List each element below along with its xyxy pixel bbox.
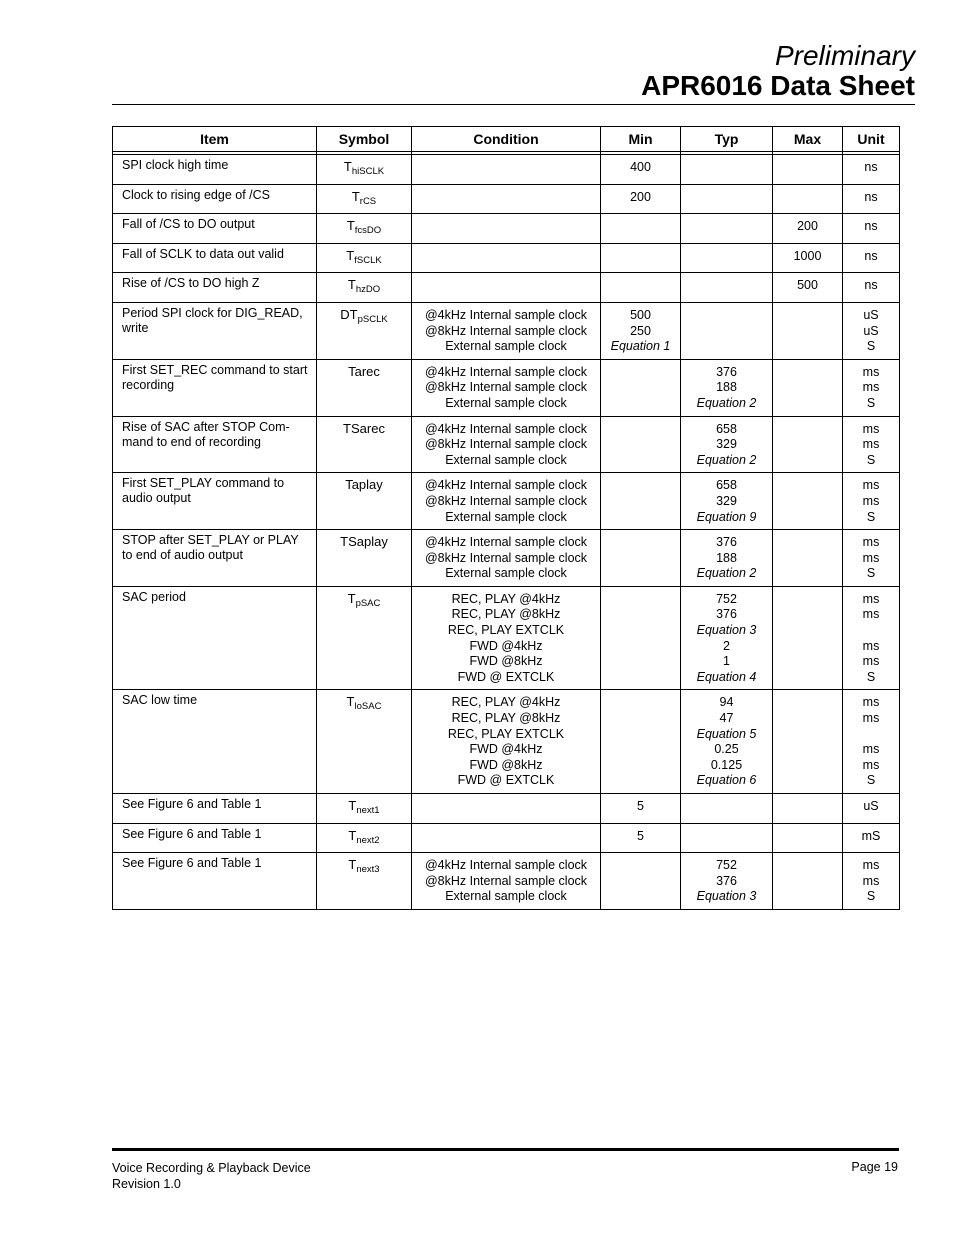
unit-value: [847, 623, 895, 639]
unit-cell: [843, 586, 900, 690]
min-value: Equation 1: [610, 339, 671, 354]
unit-cell: [843, 359, 900, 416]
symbol-cell: [317, 214, 412, 244]
condition-line: @8kHz Internal sample clock: [424, 550, 588, 565]
condition-cell: [412, 184, 601, 214]
max-cell: [773, 359, 843, 416]
max-value: 1000: [793, 248, 822, 263]
unit-value: ms: [862, 654, 880, 669]
typ-value: Equation 5: [696, 726, 757, 741]
min-cell: [601, 302, 681, 359]
typ-value: 188: [716, 380, 737, 395]
symbol-base: T: [343, 159, 352, 174]
item-cell: SPI clock high time: [113, 155, 317, 185]
typ-cell: [681, 530, 773, 587]
table-row: [113, 794, 900, 824]
table-row: [113, 473, 900, 530]
header-unit: Unit: [843, 127, 900, 152]
symbol-subscript: next1: [356, 805, 380, 816]
symbol-cell: [317, 359, 412, 416]
item-cell: First SET_REC command to start recording: [113, 359, 317, 416]
condition-line: @8kHz Internal sample clock: [424, 380, 588, 395]
unit-value: ms: [862, 695, 880, 710]
typ-value: 1: [723, 654, 730, 669]
unit-cell: [843, 214, 900, 244]
table-body: [113, 155, 900, 910]
min-value: 500: [630, 307, 651, 322]
unit-cell: [843, 302, 900, 359]
item-cell: SAC low time: [113, 690, 317, 794]
min-cell: [601, 586, 681, 690]
symbol-base: T: [347, 277, 356, 293]
symbol-cell: [317, 155, 412, 185]
condition-line: External sample clock: [445, 889, 567, 904]
unit-value: ns: [864, 160, 878, 174]
item-cell: Fall of SCLK to data out valid: [113, 243, 317, 273]
item-cell: Period SPI clock for DIG_READ, write: [113, 302, 317, 359]
max-cell: [773, 273, 843, 303]
unit-value: ms: [862, 757, 880, 772]
condition-line: @4kHz Internal sample clock: [424, 478, 588, 493]
typ-cell: [681, 302, 773, 359]
unit-cell: [843, 184, 900, 214]
min-cell: [601, 184, 681, 214]
table-row: [113, 214, 900, 244]
unit-value: ms: [862, 873, 880, 888]
unit-value: ms: [862, 478, 880, 493]
condition-line: @4kHz Internal sample clock: [424, 858, 588, 873]
unit-value: ms: [862, 364, 880, 379]
max-cell: [773, 853, 843, 910]
unit-value: ns: [864, 248, 878, 263]
max-cell: [773, 473, 843, 530]
unit-value: uS: [863, 799, 879, 813]
condition-cell: [412, 214, 601, 244]
max-cell: [773, 243, 843, 273]
unit-cell: [843, 416, 900, 473]
typ-value: Equation 3: [696, 623, 757, 638]
table-row: [113, 586, 900, 690]
symbol-base: T: [347, 590, 356, 606]
unit-cell: [843, 690, 900, 794]
unit-cell: [843, 823, 900, 853]
min-value: 200: [630, 189, 651, 204]
typ-value: 376: [716, 607, 737, 622]
condition-line: REC, PLAY EXTCLK: [447, 623, 565, 638]
typ-value: Equation 2: [696, 566, 757, 581]
unit-value: S: [866, 773, 876, 788]
unit-value: uS: [863, 307, 879, 322]
symbol-cell: [317, 273, 412, 303]
condition-cell: [412, 586, 601, 690]
min-cell: [601, 359, 681, 416]
unit-value: S: [866, 669, 876, 684]
symbol-base: T: [346, 694, 355, 710]
max-cell: [773, 416, 843, 473]
min-cell: [601, 823, 681, 853]
typ-cell: [681, 794, 773, 824]
max-cell: [773, 184, 843, 214]
table-row: [113, 155, 900, 185]
condition-cell: [412, 690, 601, 794]
condition-line: @4kHz Internal sample clock: [424, 421, 588, 436]
typ-value: 47: [719, 711, 734, 726]
unit-value: uS: [863, 323, 879, 338]
typ-value: Equation 3: [696, 889, 757, 904]
typ-cell: [681, 359, 773, 416]
condition-line: External sample clock: [445, 339, 567, 354]
unit-cell: [843, 794, 900, 824]
symbol-cell: [317, 530, 412, 587]
unit-value: ms: [862, 380, 880, 395]
symbol-base: T: [346, 247, 355, 263]
symbol-base: TSarec: [343, 420, 385, 436]
symbol-subscript: rCS: [359, 195, 377, 207]
symbol-cell: [317, 586, 412, 690]
symbol-base: T: [348, 798, 357, 813]
condition-line: FWD @4kHz: [469, 742, 543, 757]
typ-value: 658: [716, 478, 737, 493]
unit-value: ns: [864, 278, 878, 293]
symbol-subscript: pSAC: [355, 597, 381, 609]
symbol-base: T: [346, 218, 355, 234]
unit-value: ms: [862, 607, 880, 622]
typ-cell: [681, 853, 773, 910]
symbol-cell: [317, 473, 412, 530]
typ-cell: [681, 586, 773, 690]
unit-cell: [843, 273, 900, 303]
condition-line: External sample clock: [445, 509, 567, 524]
typ-value: 329: [716, 493, 737, 508]
symbol-cell: [317, 416, 412, 473]
table-row: [113, 273, 900, 303]
typ-value: 752: [716, 591, 737, 606]
max-value: 500: [797, 278, 818, 293]
typ-cell: [681, 184, 773, 214]
header-max: Max: [773, 127, 843, 152]
symbol-subscript: next2: [356, 834, 380, 846]
typ-cell: [681, 214, 773, 244]
condition-line: @4kHz Internal sample clock: [424, 364, 588, 379]
table-row: [113, 853, 900, 910]
item-cell: STOP after SET_PLAY or PLAY to end of audio output: [113, 530, 317, 587]
symbol-subscript: fcsDO: [354, 225, 382, 237]
typ-value: Equation 2: [696, 452, 757, 467]
symbol-subscript: next3: [356, 864, 380, 876]
header-item: Item: [113, 127, 317, 152]
header-condition: Condition: [412, 127, 601, 152]
header-symbol: Symbol: [317, 127, 412, 152]
unit-value: S: [866, 566, 876, 581]
min-value: 250: [630, 323, 651, 338]
table-row: [113, 690, 900, 794]
symbol-base: T: [348, 857, 357, 873]
symbol-subscript: pSCLK: [357, 313, 388, 325]
max-cell: [773, 586, 843, 690]
typ-value: 376: [716, 535, 737, 550]
unit-value: S: [866, 339, 876, 354]
symbol-base: TSaplay: [340, 534, 388, 550]
symbol-cell: [317, 794, 412, 824]
unit-value: ms: [862, 742, 880, 757]
condition-line: FWD @8kHz: [469, 654, 543, 669]
condition-cell: [412, 853, 601, 910]
footer-left: [112, 1160, 311, 1192]
footer-product: Voice Recording & Playback Device: [112, 1161, 311, 1175]
symbol-cell: [317, 853, 412, 910]
symbol-base: Taplay: [345, 477, 383, 493]
item-cell: SAC period: [113, 586, 317, 690]
min-cell: [601, 243, 681, 273]
item-cell: See Figure 6 and Table 1: [113, 823, 317, 853]
preliminary-label: Preliminary: [774, 40, 915, 71]
table-row: [113, 530, 900, 587]
unit-value: ms: [862, 421, 880, 436]
condition-cell: [412, 416, 601, 473]
document-title: APR6016 Data Sheet: [641, 70, 915, 101]
condition-line: @8kHz Internal sample clock: [424, 493, 588, 508]
typ-value: Equation 2: [696, 395, 757, 410]
condition-cell: [412, 823, 601, 853]
typ-value: 188: [716, 550, 737, 565]
condition-line: External sample clock: [445, 452, 567, 467]
footer-rule: [112, 1148, 899, 1151]
condition-cell: [412, 243, 601, 273]
typ-value: Equation 6: [696, 773, 757, 788]
min-value: 5: [637, 828, 644, 843]
unit-value: ms: [862, 638, 880, 653]
condition-cell: [412, 794, 601, 824]
page-header: [641, 40, 915, 100]
unit-value: ms: [862, 493, 880, 508]
condition-line: @8kHz Internal sample clock: [424, 437, 588, 452]
table-header-row: [113, 127, 900, 152]
table-row: [113, 302, 900, 359]
unit-cell: [843, 155, 900, 185]
min-cell: [601, 473, 681, 530]
typ-cell: [681, 155, 773, 185]
max-cell: [773, 823, 843, 853]
condition-line: External sample clock: [445, 566, 567, 581]
item-cell: Rise of /CS to DO high Z: [113, 273, 317, 303]
unit-cell: [843, 473, 900, 530]
item-cell: See Figure 6 and Table 1: [113, 794, 317, 824]
min-cell: [601, 794, 681, 824]
typ-cell: [681, 690, 773, 794]
condition-line: @8kHz Internal sample clock: [424, 323, 588, 338]
condition-line: @4kHz Internal sample clock: [424, 535, 588, 550]
typ-cell: [681, 473, 773, 530]
unit-value: ms: [862, 535, 880, 550]
table-row: [113, 416, 900, 473]
max-cell: [773, 690, 843, 794]
condition-line: FWD @ EXTCLK: [457, 669, 555, 684]
symbol-base: DT: [340, 306, 358, 322]
typ-cell: [681, 416, 773, 473]
condition-line: FWD @ EXTCLK: [457, 773, 555, 788]
condition-cell: [412, 302, 601, 359]
min-cell: [601, 853, 681, 910]
condition-cell: [412, 273, 601, 303]
unit-value: ms: [862, 437, 880, 452]
condition-cell: [412, 359, 601, 416]
item-cell: Rise of SAC after STOP Com-mand to end of recording: [113, 416, 317, 473]
min-cell: [601, 273, 681, 303]
header-typ: Typ: [681, 127, 773, 152]
symbol-base: T: [351, 188, 360, 204]
condition-line: REC, PLAY @4kHz: [451, 591, 561, 606]
max-cell: [773, 794, 843, 824]
item-cell: Clock to rising edge of /CS: [113, 184, 317, 214]
table-row: [113, 359, 900, 416]
footer-revision: Revision 1.0: [112, 1177, 181, 1191]
symbol-subscript: loSAC: [354, 701, 382, 713]
min-cell: [601, 530, 681, 587]
min-value: 400: [630, 160, 651, 174]
item-cell: First SET_PLAY command to audio output: [113, 473, 317, 530]
condition-line: REC, PLAY @8kHz: [451, 711, 561, 726]
table-row: [113, 243, 900, 273]
symbol-subscript: hzDO: [355, 284, 381, 296]
unit-value: ns: [864, 219, 878, 234]
unit-value: S: [866, 452, 876, 467]
typ-cell: [681, 823, 773, 853]
typ-value: Equation 9: [696, 509, 757, 524]
unit-value: ms: [862, 711, 880, 726]
condition-line: REC, PLAY @8kHz: [451, 607, 561, 622]
typ-cell: [681, 273, 773, 303]
page-number: Page 19: [851, 1160, 898, 1174]
condition-line: FWD @4kHz: [469, 638, 543, 653]
table-row: [113, 823, 900, 853]
condition-line: FWD @8kHz: [469, 757, 543, 772]
typ-value: 0.125: [710, 757, 743, 772]
symbol-cell: [317, 184, 412, 214]
min-cell: [601, 155, 681, 185]
typ-value: 2: [723, 638, 730, 653]
unit-value: [847, 727, 895, 743]
typ-value: 752: [716, 858, 737, 873]
typ-value: 94: [719, 695, 734, 710]
max-cell: [773, 214, 843, 244]
symbol-base: Tarec: [348, 363, 380, 379]
min-cell: [601, 214, 681, 244]
max-cell: [773, 530, 843, 587]
typ-value: 329: [716, 437, 737, 452]
min-cell: [601, 690, 681, 794]
unit-value: S: [866, 509, 876, 524]
condition-cell: [412, 530, 601, 587]
typ-value: 376: [716, 364, 737, 379]
table-row: [113, 184, 900, 214]
unit-value: ms: [862, 858, 880, 873]
symbol-cell: [317, 302, 412, 359]
condition-line: External sample clock: [445, 395, 567, 410]
typ-cell: [681, 243, 773, 273]
unit-value: mS: [861, 828, 881, 843]
typ-value: Equation 4: [696, 669, 757, 684]
max-cell: [773, 155, 843, 185]
typ-value: 658: [716, 421, 737, 436]
typ-value: 0.25: [714, 742, 739, 757]
item-cell: See Figure 6 and Table 1: [113, 853, 317, 910]
item-cell: Fall of /CS to DO output: [113, 214, 317, 244]
unit-cell: [843, 853, 900, 910]
unit-value: ns: [864, 189, 878, 204]
max-value: 200: [797, 219, 818, 234]
symbol-base: T: [348, 827, 357, 843]
unit-cell: [843, 530, 900, 587]
condition-line: REC, PLAY EXTCLK: [447, 726, 565, 741]
symbol-cell: [317, 823, 412, 853]
unit-value: ms: [862, 591, 880, 606]
typ-value: 376: [716, 873, 737, 888]
symbol-cell: [317, 243, 412, 273]
header-rule: [112, 104, 915, 105]
condition-cell: [412, 155, 601, 185]
symbol-subscript: hiSCLK: [351, 166, 385, 177]
unit-value: S: [866, 395, 876, 410]
condition-line: @8kHz Internal sample clock: [424, 873, 588, 888]
unit-cell: [843, 243, 900, 273]
condition-line: @4kHz Internal sample clock: [424, 307, 588, 322]
unit-value: S: [866, 889, 876, 904]
min-value: 5: [637, 799, 644, 813]
symbol-cell: [317, 690, 412, 794]
min-cell: [601, 416, 681, 473]
max-cell: [773, 302, 843, 359]
symbol-subscript: fSCLK: [354, 254, 382, 266]
timing-table: [112, 126, 900, 910]
condition-cell: [412, 473, 601, 530]
unit-value: ms: [862, 550, 880, 565]
header-min: Min: [601, 127, 681, 152]
condition-line: REC, PLAY @4kHz: [451, 695, 561, 710]
